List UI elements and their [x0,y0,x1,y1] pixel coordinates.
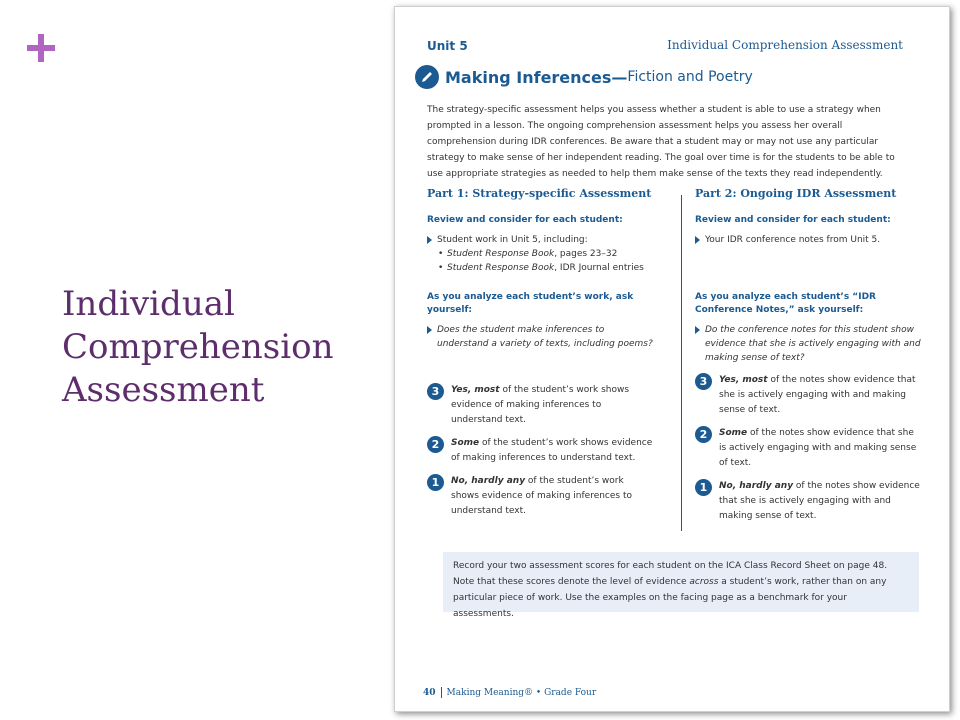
score-circle-icon: 2 [695,426,712,443]
slide-title: Individual Comprehension Assessment [62,284,334,410]
running-head-unit: Unit 5 [427,39,468,53]
part1-score-2: 2 Some of the student’s work shows evidence of making inferences to understand text. [427,436,653,466]
triangle-bullet-icon [695,236,700,244]
part1-review-item: Student work in Unit 5, including: [427,233,653,247]
page-number: 40 [423,688,436,698]
part2-question: Do the conference notes for this student show evidence that she is actively engaging with and making sense of text? [695,323,921,373]
part2-score-1: 1 No, hardly any of the notes show evidence that she is actively engaging with and making sense of text. [695,479,921,524]
part1-review-label: Review and consider for each student: [427,215,623,225]
score-circle-icon: 3 [695,373,712,390]
part2-title: Part 2: Ongoing IDR Assessment [695,187,897,200]
triangle-bullet-icon [427,326,432,334]
part1-question: Does the student make inferences to understand a variety of texts, including poems? [427,323,653,383]
score-circle-icon: 3 [427,383,444,400]
running-head-title: Individual Comprehension Assessment [667,38,903,52]
document-page-image [394,6,950,712]
pencil-icon [415,65,439,89]
grade-label: Grade Four [544,688,597,698]
part1-title: Part 1: Strategy-specific Assessment [427,187,652,200]
book-title: Making Meaning® [446,688,534,698]
triangle-bullet-icon [695,326,700,334]
part2-score-3: 3 Yes, most of the notes show evidence that she is actively engaging with and making sense of text. [695,373,921,418]
part2-score-2: 2 Some of the notes show evidence that she is actively engaging with and making sense of text. [695,426,921,471]
part1-ask-label: As you analyze each student’s work, ask yourself: [427,292,634,315]
part2-review-label: Review and consider for each student: [695,215,891,225]
plus-icon [27,34,55,62]
part1-bullet: • Student Response Book, IDR Journal entries [438,263,644,273]
column-divider [681,195,682,531]
part2-review-item: Your IDR conference notes from Unit 5. [695,233,921,247]
part2-ask-label: As you analyze each student’s “IDR Conference Notes,” ask yourself: [695,292,876,315]
part1-score-1: 1 No, hardly any of the student’s work shows evidence of making inferences to understand text. [427,474,653,519]
part1-column [427,187,653,519]
triangle-bullet-icon [427,236,432,244]
score-circle-icon: 1 [427,474,444,491]
part1-score-3: 3 Yes, most of the student’s work shows evidence of making inferences to understand text. [427,383,653,428]
part2-column [695,187,921,524]
heading-bold: Making Inferences— [445,67,628,87]
heading-light: Fiction and Poetry [627,69,753,85]
intro-paragraph: The strategy-specific assessment helps you assess whether a student is able to use a strategy when prompted in a lesson. The ongoing comprehension assessment helps you assess her overall comprehension during IDR conferences. Be aware that a student may or may not use any particular strategy to make sense of her independent reading. The goal over time is for the students to be able to use appropriate strategies as needed to help them make sense of the texts they read independently. [427,105,895,179]
page-footer: 40 Making Meaning® • Grade Four [423,688,597,698]
score-circle-icon: 1 [695,479,712,496]
record-note-box: Record your two assessment scores for each student on the ICA Class Record Sheet on page 48. Note that these scores denote the level of evidence across a student’s work, rather than on any particular piece of work. Use the examples on the facing page as a benchmark for your assessments. [443,552,919,612]
score-circle-icon: 2 [427,436,444,453]
page-heading [415,65,753,89]
part1-bullet: • Student Response Book, pages 23–32 [438,249,618,259]
